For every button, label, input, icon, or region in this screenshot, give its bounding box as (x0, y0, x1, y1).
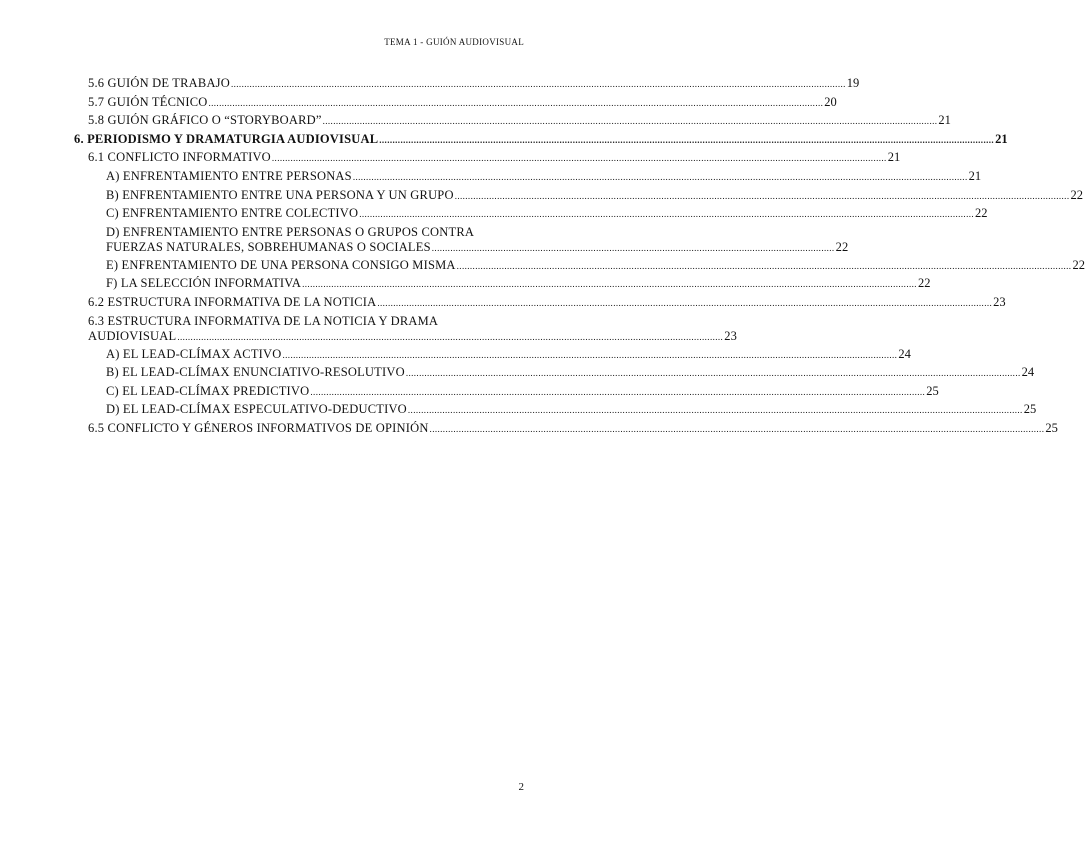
toc-entry-label: 6.1 CONFLICTO INFORMATIVO (88, 150, 271, 165)
toc-leader-dots (377, 294, 992, 313)
toc-entry-label: C) EL LEAD-CLÍMAX PREDICTIVO (106, 383, 310, 398)
toc-entry-page: 21 (995, 131, 1008, 146)
toc-entry-6-3-b[interactable] (74, 363, 1035, 382)
toc-entry-page: 22 (975, 206, 988, 221)
toc-entry-label-line1: 6.3 ESTRUCTURA INFORMATIVA DE LA NOTICIA Y DRAMA (88, 313, 439, 328)
toc-leader-dots (231, 75, 846, 94)
toc-leader-dots (302, 275, 917, 294)
toc-entry-page: 25 (1023, 402, 1037, 417)
toc-entry-label-line2: FUERZAS NATURALES, SOBREHUMANAS O SOCIALES (106, 239, 431, 254)
toc-entry-6-1-d[interactable] (74, 224, 849, 256)
toc-entry-label-line1: D) ENFRENTAMIENTO ENTRE PERSONAS O GRUPOS CONTRA (106, 224, 475, 239)
toc-entry-label: B) EL LEAD-CLÍMAX ENUNCIATIVO-RESOLUTIVO (106, 365, 405, 380)
toc-entry-5-7[interactable] (74, 93, 837, 112)
table-of-contents (74, 74, 1085, 438)
toc-leader-dots (406, 364, 1021, 383)
toc-entry-page: 21 (938, 113, 951, 128)
toc-entry-page: 20 (824, 94, 837, 109)
toc-entry-page: 23 (993, 294, 1006, 309)
toc-leader-dots (310, 383, 925, 402)
toc-entry-label: 6.2 ESTRUCTURA INFORMATIVA DE LA NOTICIA (88, 294, 377, 309)
toc-entry-page: 22 (917, 276, 931, 291)
toc-entry-6[interactable] (74, 130, 1008, 149)
toc-leader-dots (353, 168, 968, 187)
running-header: TEMA 1 - GUIÓN AUDIOVISUAL (384, 37, 524, 47)
toc-entry-page: 21 (887, 150, 901, 165)
toc-leader-dots (430, 420, 1045, 439)
toc-entry-label: 6.5 CONFLICTO Y GÉNEROS INFORMATIVOS DE OPINIÓN (88, 420, 429, 435)
toc-entry-6-3-c[interactable] (74, 382, 939, 401)
toc-entry-page: 22 (1072, 257, 1085, 272)
toc-entry-6-3-a[interactable] (74, 345, 911, 364)
toc-entry-6-3-d[interactable] (74, 400, 1037, 419)
toc-entry-5-8[interactable] (74, 111, 951, 130)
toc-entry-page: 24 (898, 346, 911, 361)
toc-leader-dots (379, 131, 994, 150)
toc-leader-dots: .............................................................................................................................................................................................................. (177, 331, 724, 342)
toc-leader-dots (455, 187, 1070, 206)
toc-entry-6-3[interactable] (74, 313, 738, 345)
toc-entry-label: 5.7 GUIÓN TÉCNICO (88, 94, 208, 109)
toc-entry-label: A) ENFRENTAMIENTO ENTRE PERSONAS (106, 168, 352, 183)
toc-entry-label: E) ENFRENTAMIENTO DE UNA PERSONA CONSIGO MISMA (106, 257, 456, 272)
toc-entry-6-1[interactable] (74, 148, 901, 167)
toc-entry-6-5[interactable] (74, 419, 1058, 438)
toc-leader-dots (457, 257, 1072, 276)
toc-entry-label: 5.6 GUIÓN DE TRABAJO (88, 76, 230, 90)
toc-entry-label: C) ENFRENTAMIENTO ENTRE COLECTIVO (106, 206, 359, 221)
toc-entry-page: 22 (1070, 187, 1083, 202)
toc-entry-6-1-b[interactable] (74, 186, 1083, 205)
toc-entry-page: 25 (926, 383, 939, 398)
toc-entry-5-6[interactable] (74, 74, 860, 93)
toc-entry-page: 19 (846, 76, 860, 90)
toc-entry-6-1-c[interactable] (74, 204, 988, 223)
toc-leader-dots (283, 346, 898, 365)
toc-entry-6-1-f[interactable] (74, 274, 931, 293)
toc-entry-6-1-a[interactable] (74, 167, 982, 186)
toc-leader-dots (323, 112, 938, 131)
toc-entry-page: 23 (724, 328, 738, 343)
page-number: 2 (518, 781, 524, 793)
toc-leader-dots (272, 149, 887, 168)
toc-entry-label: D) EL LEAD-CLÍMAX ESPECULATIVO-DEDUCTIVO (106, 402, 407, 417)
toc-entry-label: B) ENFRENTAMIENTO ENTRE UNA PERSONA Y UN GRUPO (106, 187, 454, 202)
toc-entry-label: A) EL LEAD-CLÍMAX ACTIVO (106, 346, 282, 361)
toc-entry-page: 24 (1021, 365, 1035, 380)
toc-entry-page: 21 (968, 168, 982, 183)
toc-entry-label: 5.8 GUIÓN GRÁFICO O “STORYBOARD” (88, 113, 322, 128)
toc-entry-label: F) LA SELECCIÓN INFORMATIVA (106, 276, 302, 291)
toc-entry-page: 22 (835, 239, 849, 254)
toc-leader-dots (408, 401, 1023, 420)
toc-leader-dots (359, 205, 974, 224)
toc-leader-dots: ........................................................................................................................................................ (431, 242, 835, 253)
toc-entry-label: 6. PERIODISMO Y DRAMATURGIA AUDIOVISUAL (74, 131, 379, 146)
toc-entry-page: 25 (1045, 420, 1058, 435)
toc-entry-label-line2: AUDIOVISUAL (88, 328, 177, 343)
toc-entry-6-1-e[interactable] (74, 256, 1085, 275)
toc-entry-6-2[interactable] (74, 293, 1006, 312)
toc-leader-dots (208, 94, 823, 113)
